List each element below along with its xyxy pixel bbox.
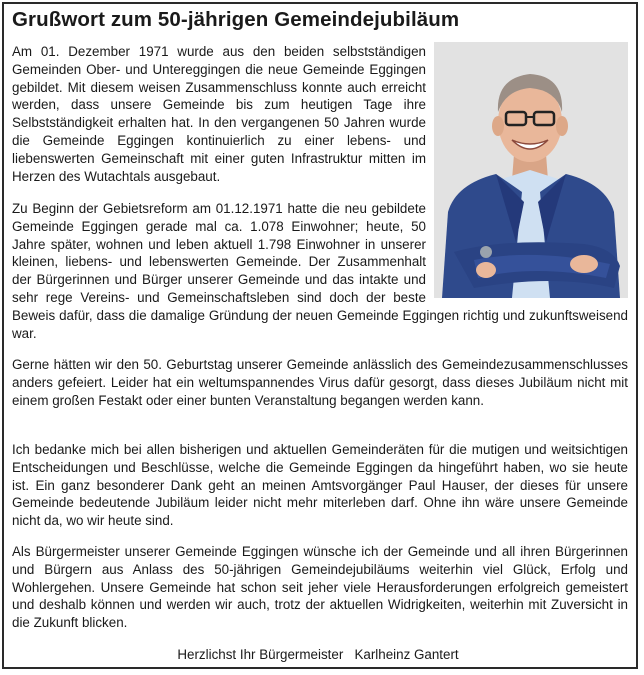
paragraph-3: Gerne hätten wir den 50. Geburtstag unserer Gemeinde anlässlich des Gemeindezusammenschlusses anders gefeiert. Leider hat ein weltumspannendes Virus dafür gesorgt, dass dieses Jubiläum nicht mit einem großen Festakt oder einer bunten Veranstaltung begangen werden kann. bbox=[12, 357, 628, 408]
signature-line: Herzlichst Ihr Bürgermeister Karlheinz Gantert bbox=[177, 647, 459, 662]
paragraph-4: Ich bedanke mich bei allen bisherigen und aktuellen Gemeinderäten für die mutigen und weitsichtigen Entscheidungen und Beschlüsse, welche die Gemeinde Eggingen da hingeführt haben, wo sie heute ist. Ein ganz besonderer Dank geht an meinen Amtsvorgänger Paul Hauser, der dieses für unsere Gemeinde bedeutende Jubiläum leider nicht mehr miterleben darf. Ohne ihn wäre unsere Gemeinde nicht da, wo wir heute sind. bbox=[12, 442, 628, 529]
page-title: Grußwort zum 50-jährigen Gemeindejubiläum bbox=[12, 8, 460, 31]
paragraph-5: Als Bürgermeister unserer Gemeinde Eggingen wünsche ich der Gemeinde und all ihren Bürgerinnen und Bürgern aus Anlass des 50-jährigen Gemeindejubiläums weiterhin viel Glück, Erfolg und Wohlergehen. Unsere Gemeinde hat schon seit jeher viele Herausforderungen erfolgreich gemeistert und deshalb können und werden wir auch, trotz der aktuellen Widrigkeiten, weiterhin mit Zuversicht in die Zukunft blicken. bbox=[12, 544, 628, 631]
photo-wrap-spacer bbox=[426, 200, 628, 298]
paragraph-2: Zu Beginn der Gebietsreform am 01.12.1971 hatte die neu gebildete Gemeinde Eggingen gerade mal ca. 1.078 Einwohner; heute, 50 Jahre später, wohnen und leben aktuell 1.798 Einwohner in unserer kleinen, liebens- und lebenswerten Gemeinde. Der Zusammenhalt der Bürgerinnen und Bürger unserer Gemeinde und das intakte und sehr rege Vereins- und Gemeinschaftsleben sind doch der beste Beweis dafür, dass die damalige Gründung der neuen Gemeinde Eggingen richtig und zukunftsweisend war. bbox=[12, 201, 628, 341]
paragraph-1: Am 01. Dezember 1971 wurde aus den beiden selbstständigen Gemeinden Ober- und Untereggingen die neue Gemeinde Eggingen gebildet. Mit diesem weisen Zusammenschluss konnte auch erreicht werden, dass unsere Gemeinde bis zum heutigen Tage ihre Selbstständigkeit erhalten hat. In den vergangenen 50 Jahren wurde die Gemeinde Eggingen kontinuierlich zu einer lebens- und liebenswerten Gemeinschaft mit einer guten Infrastruktur mitten im Herzen des Wutachtals ausgebaut. bbox=[12, 44, 426, 184]
